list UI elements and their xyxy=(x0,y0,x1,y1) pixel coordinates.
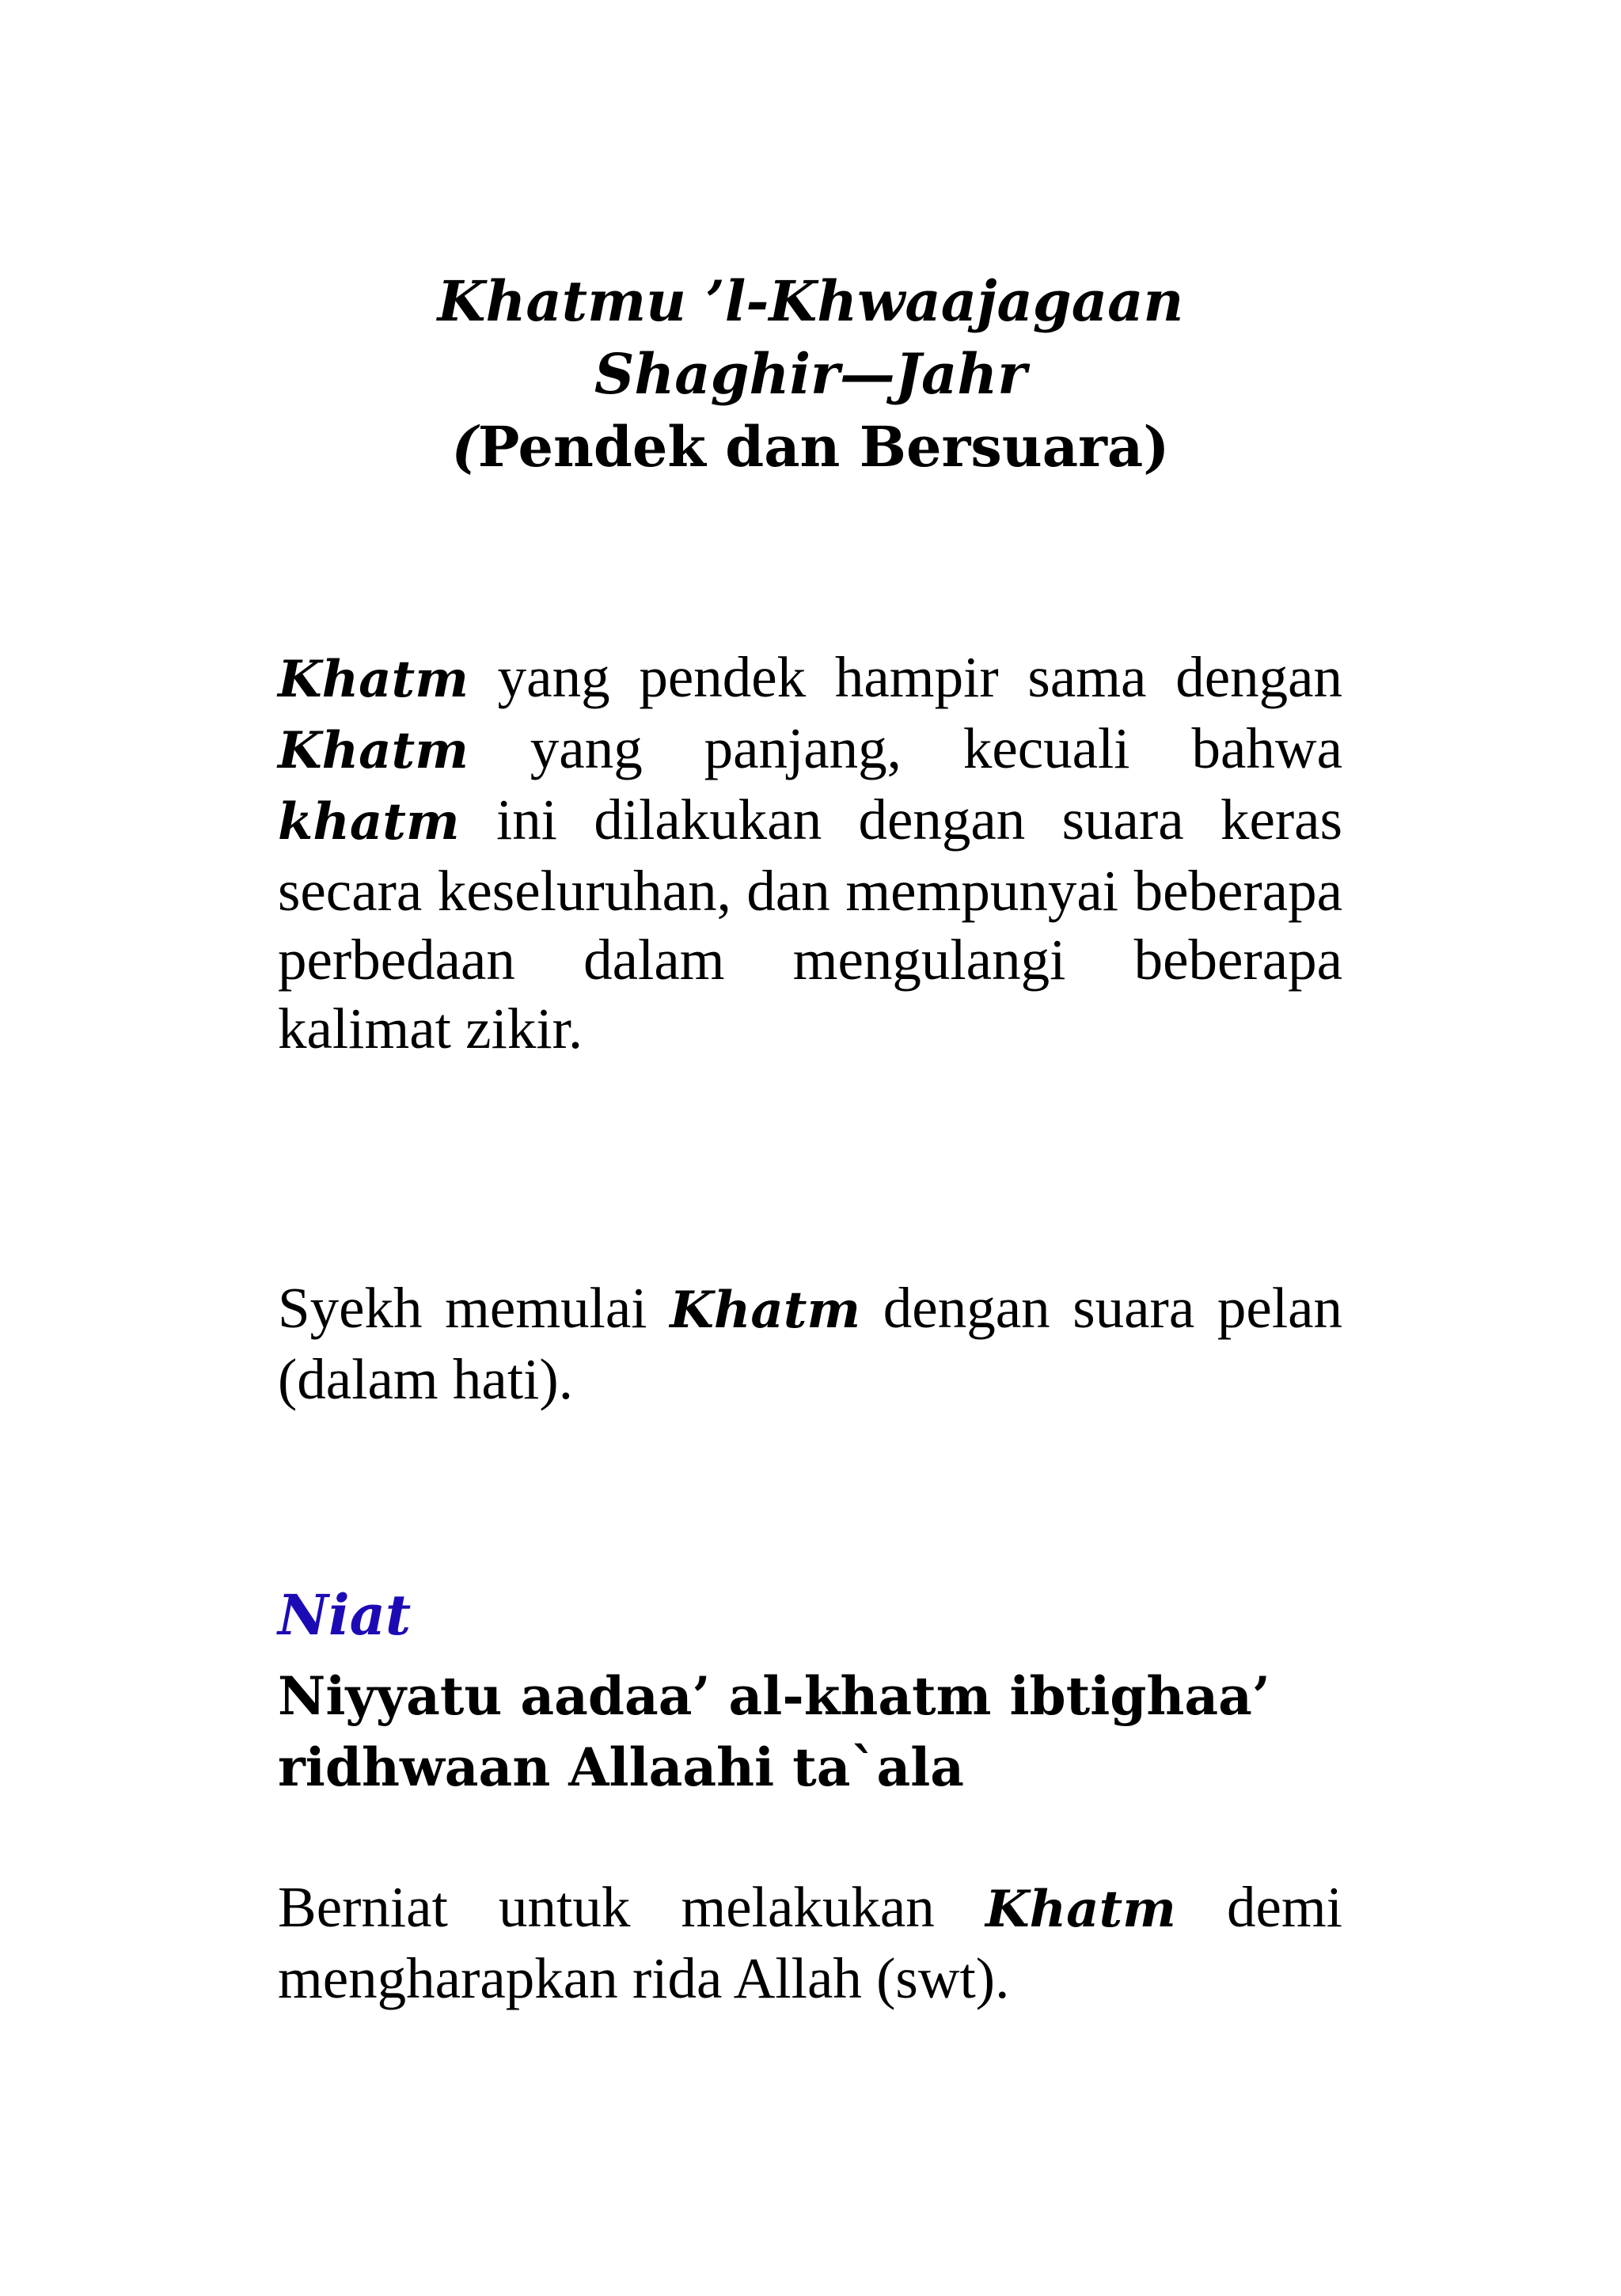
title-subtitle: Pendek dan Bersuara) xyxy=(477,414,1170,480)
emphasis-khatm: Khatm xyxy=(278,650,469,709)
title-line-3 xyxy=(0,411,1621,484)
paragraph-text: yang pendek hampir sama dengan xyxy=(468,645,1342,709)
paragraph-text: demi mengharapkan rida Allah (swt). xyxy=(278,1875,1342,2010)
paragraph-text: Syekh memulai xyxy=(278,1276,670,1340)
emphasis-khatm: khatm xyxy=(278,792,460,852)
page-title xyxy=(0,265,1621,484)
emphasis-khatm: Khatm xyxy=(985,1880,1176,1939)
title-line-2: Shaghir—Jahr xyxy=(594,341,1027,407)
start-paragraph xyxy=(278,1273,1342,1414)
niat-transliteration: Niyyatu aadaa’ al-khatm ibtighaa’ ridhwaan Allaahi ta`ala xyxy=(278,1665,1270,1798)
emphasis-khatm: Khatm xyxy=(278,721,469,780)
title-paren: ( xyxy=(451,414,478,480)
paragraph-text: dengan suara pelan (dalam hati). xyxy=(278,1276,1342,1411)
title-line-1: Khatmu ’l-Khwaajagaan xyxy=(437,268,1184,334)
paragraph-text: ini dilakukan dengan suara keras secara keseluruhan, dan mempunyai beberapa perbedaan dalam mengulangi beberapa kalimat zikir. xyxy=(278,787,1342,1061)
emphasis-khatm: Khatm xyxy=(670,1281,861,1340)
paragraph-text: Berniat untuk melakukan xyxy=(278,1875,985,1939)
niat-translation xyxy=(278,1873,1342,2013)
paragraph-text: yang panjang, kecuali bahwa xyxy=(468,716,1342,780)
intro-paragraph xyxy=(278,643,1342,1063)
niat-heading: Niat xyxy=(278,1582,412,1648)
